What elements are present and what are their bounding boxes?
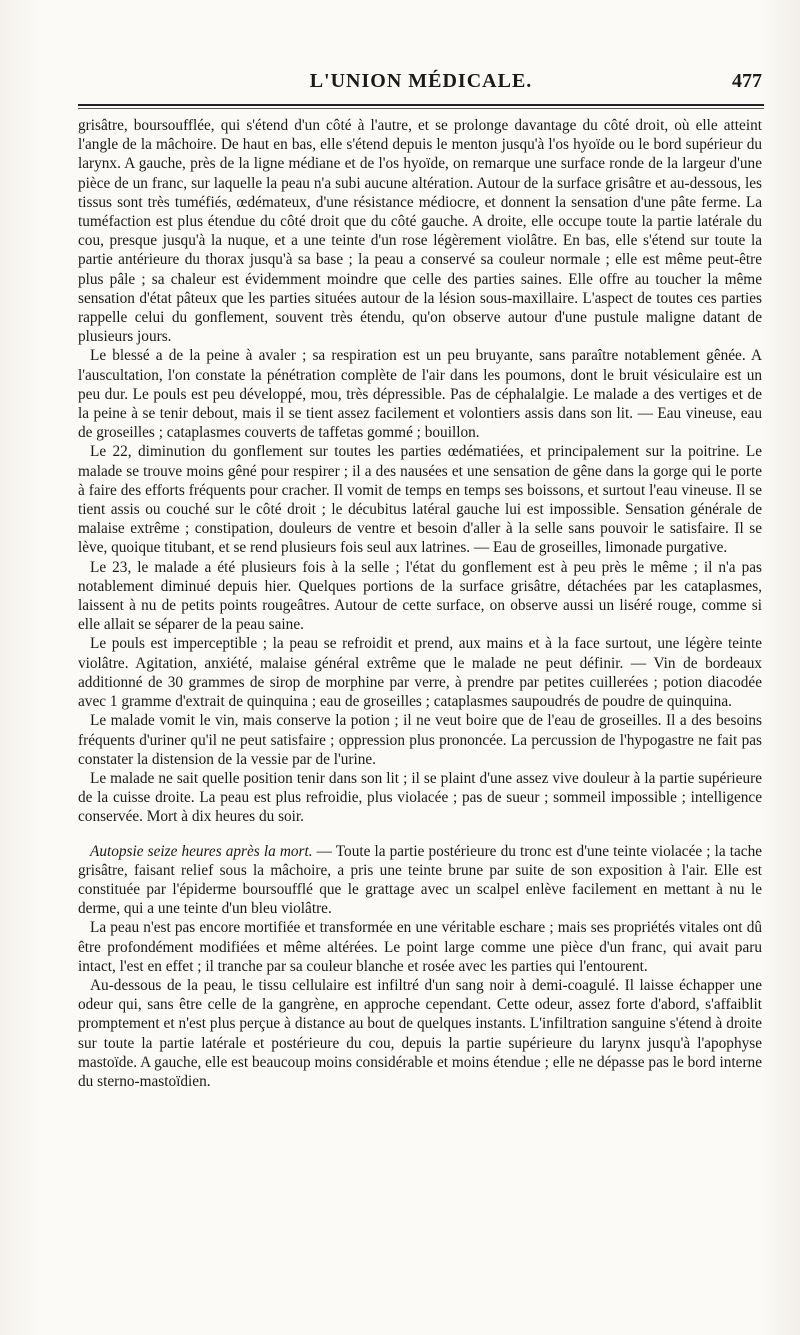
autopsy-text: — Toute la partie postérieure du tronc est d'une teinte violacée ; la tache grisâtre, faisant relief sous la mâchoire, a pris une teinte brune par suite de son exposition à l'air. Elle est constituée par l'épiderme boursoufflé que le grattage avec un scalpel enlève facilement en mettant à nu le derme, qui a une teinte d'un bleu violâtre. [78,842,763,918]
paragraph-10: Au-dessous de la peau, le tissu cellulaire est infiltré d'un sang noir à demi-coagulé. Il laisse échapper une odeur qui, sans être celle de la gangrène, en approche cependant. Cette odeur, assez forte d'abord, s'affaiblit promptement et n'est plus perçue à distance au bout de quelques instants. L'infiltration sanguine s'étend à droite sur toute la partie latérale et postérieure du cou, depuis la partie supérieure du larynx jusqu'à l'apophyse mastoïde. A gauche, elle est beaucoup moins considérable et moins étendue ; elle ne dépasse pas le bord interne du sterno-mastoïdien. [78,976,762,1090]
page-header [78,70,764,102]
paragraph-3: Le 22, diminution du gonflement sur toutes les parties œdématiées, et principalement sur la poitrine. Le malade se trouve moins gêné pour respirer ; il a des nausées et une sensation de gêne dans la gorge qui le porte à faire des efforts fréquents pour cracher. Il vomit de temps en temps ses boissons, et surtout l'eau vineuse. Il se tient assis ou couché sur le côté droit ; le décubitus latéral gauche lui est impossible. Sensation générale de malaise extrême ; constipation, douleurs de ventre et besoin d'aller à la selle sans pouvoir le satisfaire. Il se lève, quoique titubant, et se rend plusieurs fois seul aux latrines. — Eau de groseilles, limonade purgative. [78,443,762,557]
running-title: L'UNION MÉDICALE. [309,70,533,92]
autopsy-paragraph [78,842,762,919]
header-rule-thin [78,108,764,109]
paragraph-1: grisâtre, boursoufflée, qui s'étend d'un côté à l'autre, et se prolonge davantage du côté droit, où elle atteint l'angle de la mâchoire. De haut en bas, elle s'étend depuis le menton jusqu'à l'os hyoïde ou le bord supérieur du larynx. A gauche, près de la ligne médiane et de l'os hyoïde, on remarque une surface ronde de la largeur d'une pièce de un franc, sur laquelle la peau n'a subi aucune altération. Autour de la surface grisâtre et au-dessous, les tissus sont très tuméfiés, œdémateux, d'une résistance médiocre, et donnent la sensation d'une pâte ferme. La tuméfaction est plus étendue du côté droit que du côté gauche. A droite, elle occupe toute la partie latérale du cou, presque jusqu'à la nuque, et a une teinte d'un rose légèrement violâtre. En bas, elle s'étend sur toute la partie antérieure du thorax jusqu'à sa base ; la peau a conservé sa couleur normale ; elle est même peut-être plus pâle ; sa chaleur est évidemment moindre que celle des parties saines. Elle offre au toucher la même sensation d'état pâteux que les parties situées autour de la lésion sous-maxillaire. L'aspect de toutes ces parties rappelle celui du gonflement, souvent très étendu, qu'on observe autour d'une pustule maligne datant de plusieurs jours. [78,117,762,346]
body-text [78,116,762,1091]
paragraph-2: Le blessé a de la peine à avaler ; sa respiration est un peu bruyante, sans paraître notablement gênée. A l'auscultation, l'on constate la pénétration complète de l'air dans les poumons, dont le bruit vésiculaire est un peu dur. Le pouls est peu développé, mou, très dépressible. Pas de céphalalgie. Le malade a des vertiges et de la peine à se tenir debout, mais il se tient assez facilement et volontiers assis dans son lit. — Eau vineuse, eau de groseilles ; cataplasmes couverts de taffetas gommé ; bouillon. [78,347,762,442]
paragraph-4: Le 23, le malade a été plusieurs fois à la selle ; l'état du gonflement est à peu près le même ; il n'a pas notablement diminué depuis hier. Quelques portions de la surface grisâtre, détachées par les cataplasmes, laissent à nu de petits points rougeâtres. Autour de cette surface, on observe aussi un liséré rouge, comme si elle allait se séparer de la peau saine. [78,558,762,634]
paragraph-9: La peau n'est pas encore mortifiée et transformée en une véritable eschare ; mais ses propriétés vitales ont dû être profondément modifiées et même altérées. Le point large comme une pièce d'un franc, qui avait paru intact, l'est en effet ; il tranche par sa couleur blanche et rosée avec les parties qui l'entourent. [78,919,762,975]
paragraph-7: Le malade ne sait quelle position tenir dans son lit ; il se plaint d'une assez vive douleur à la partie supérieure de la cuisse droite. La peau est plus refroidie, plus violacée ; pas de sueur ; sommeil impossible ; intelligence conservée. Mort à dix heures du soir. [78,769,762,826]
paragraph-5: Le pouls est imperceptible ; la peau se refroidit et prend, aux mains et à la face surtout, une légère teinte violâtre. Agitation, anxiété, malaise général extrême que le malade ne peut définir. — Vin de bordeaux additionné de 30 grammes de sirop de morphine par verre, à prendre par petites cuillerées ; potion diacodée avec 1 gramme d'extrait de quinquina ; eau de groseilles ; cataplasmes saupoudrés de poudre de quinquina. [78,635,762,711]
header-rule [78,104,764,106]
paragraph-6: Le malade vomit le vin, mais conserve la potion ; il ne veut boire que de l'eau de groseilles. Il a des besoins fréquents d'uriner qu'il ne peut satisfaire ; oppression plus prononcée. La percussion de l'hypogastre ne fait pas constater la distension de la vessie par de l'urine. [78,712,762,768]
page-number: 477 [732,70,762,92]
autopsy-heading: Autopsie seize heures après la mort. [90,842,313,860]
